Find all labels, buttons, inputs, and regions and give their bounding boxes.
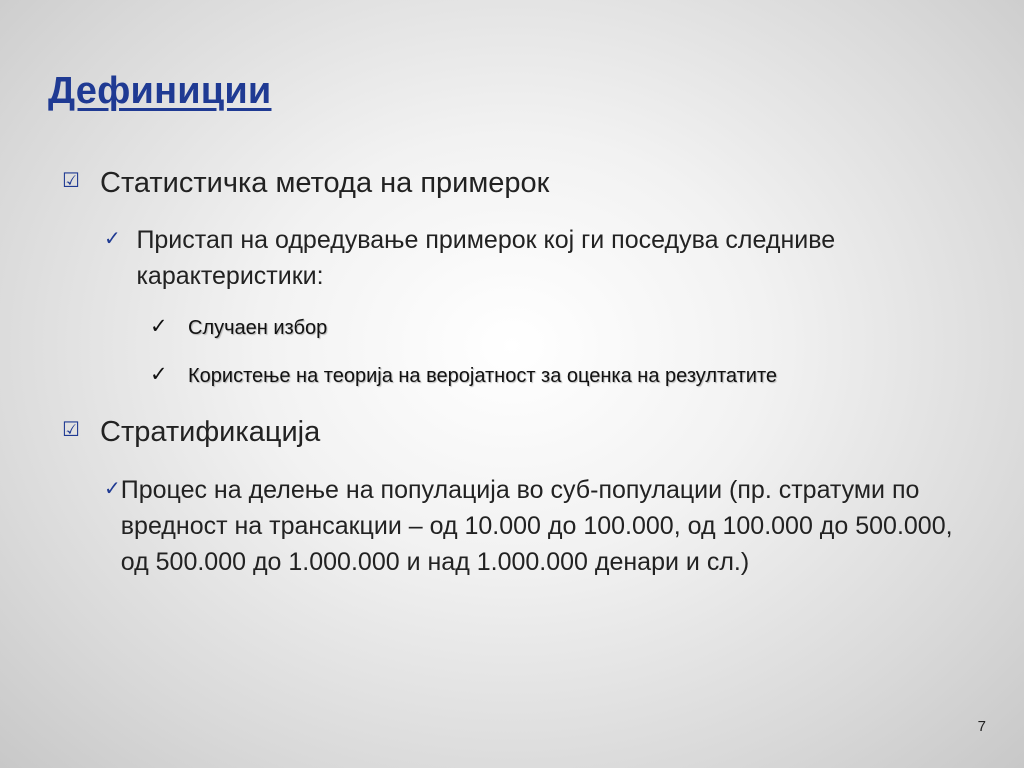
page-number: 7	[977, 718, 986, 735]
bullet-level2-process	[104, 472, 964, 580]
check-mark-icon: ✓	[150, 315, 168, 338]
bullet-text: Процес на делење на популација во суб-популации (пр. стратуми по вредност на трансакции – од 10.000 до 100.000, од 100.000 до 500.000, од 500.000 до 1.000.000 и над 1.000.000 денари и сл.)	[120, 476, 953, 576]
check-mark-icon: ✓	[104, 478, 121, 500]
section-heading: Стратификација	[100, 416, 321, 448]
bullet-text: Пристап на одредување примерок кој ги поседува следниве карактеристики:	[136, 226, 836, 290]
slide-title: Дефиниции	[48, 70, 272, 112]
section-heading: Статистичка метода на примерок	[100, 167, 550, 199]
bullet-text: Случаен избор	[188, 317, 328, 339]
check-mark-icon: ✓	[150, 363, 168, 386]
bullet-level3-random-selection	[150, 314, 327, 342]
bullet-level3-probability-theory	[150, 362, 777, 390]
bullet-level2-approach	[104, 222, 964, 294]
bullet-level1-statistical-sampling	[62, 165, 549, 201]
check-mark-icon: ✓	[104, 228, 121, 250]
bullet-text: Користење на теорија на веројатност за оценка на резултатите	[188, 365, 778, 387]
ballot-box-with-check-icon: ☑	[62, 419, 80, 441]
ballot-box-with-check-icon: ☑	[62, 170, 80, 192]
bullet-level1-stratification	[62, 414, 320, 450]
